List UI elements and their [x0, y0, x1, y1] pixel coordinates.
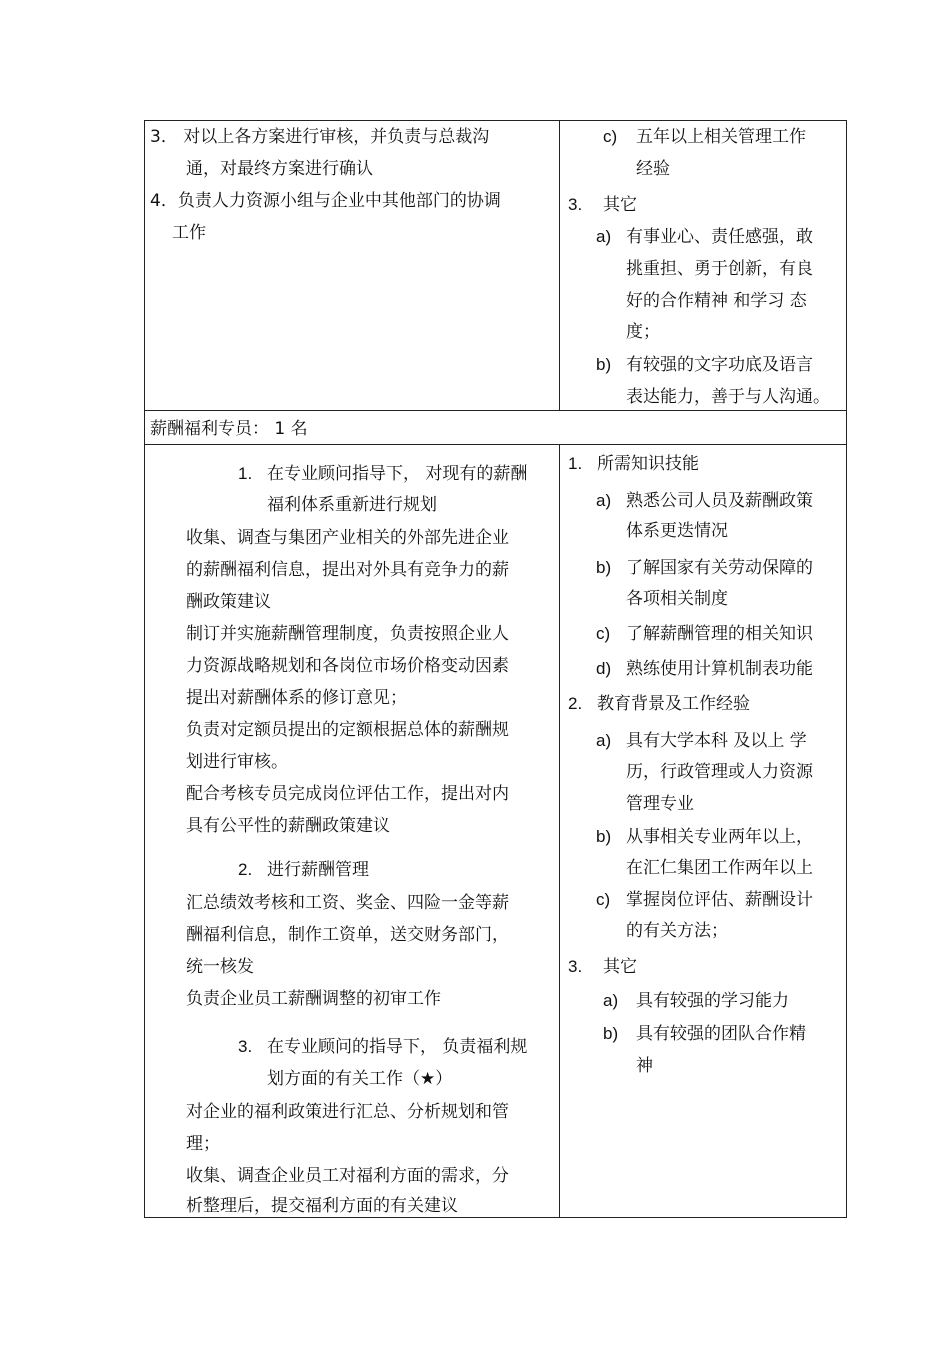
duty-p2-line2: 力资源战略规划和各岗位市场价格变动因素	[186, 656, 509, 676]
duty-p3-line1: 负责对定额员提出的定额根据总体的薪酬规	[186, 720, 509, 740]
req-b-marker: b)	[596, 355, 612, 374]
req-b-line2: 表达能力，善于与人沟通。	[626, 387, 830, 407]
duty-p6-line1: 负责企业员工薪酬调整的初审工作	[186, 989, 441, 1009]
duty-item-3-line1: 3． 对以上各方案进行审核，并负责与总裁沟	[150, 127, 490, 147]
req-s1-c-line1: 了解薪酬管理的相关知识	[626, 624, 813, 644]
req-s2-c-line1: 掌握岗位评估、薪酬设计	[626, 890, 813, 910]
req-s1-c-marker: c)	[596, 624, 611, 643]
column-divider-bottom	[559, 444, 560, 1218]
req-section-1-title: 所需知识技能	[597, 454, 699, 474]
req-c-line2: 经验	[636, 159, 670, 179]
duty-p7-line1: 对企业的福利政策进行汇总、分析规划和管	[186, 1102, 509, 1122]
duty-p4-line2: 具有公平性的薪酬政策建议	[186, 816, 390, 836]
duty-3-number: 3.	[238, 1037, 253, 1056]
req-s3-a-marker: a)	[603, 991, 619, 1010]
req-s1-a-marker: a)	[596, 491, 612, 510]
req-s1-d-marker: d)	[596, 659, 612, 678]
duty-p2-line3: 提出对薪酬体系的修订意见；	[186, 688, 407, 708]
duty-p3-line2: 划进行审核。	[186, 752, 288, 772]
req-a-line4: 度；	[626, 322, 660, 342]
req-s2-b-marker: b)	[596, 827, 612, 846]
duty-3-line2: 划方面的有关工作（★）	[267, 1069, 453, 1089]
req-s2-b-line2: 在汇仁集团工作两年以上	[626, 858, 813, 878]
req-a-line2: 挑重担、勇于创新，有良	[626, 259, 813, 279]
req-c-line1: 五年以上相关管理工作	[636, 127, 806, 147]
req-section-3b-number: 3.	[568, 957, 583, 976]
row-divider-2	[144, 444, 847, 445]
req-s2-a-line2: 历，行政管理或人力资源	[626, 762, 813, 782]
req-section-3b-title: 其它	[603, 957, 637, 977]
duty-2-number: 2.	[238, 860, 253, 879]
duty-1-number: 1.	[238, 464, 253, 483]
req-s2-a-line3: 管理专业	[626, 794, 694, 814]
req-s2-b-line1: 从事相关专业两年以上，	[626, 827, 813, 847]
duty-item-4-line1: 4．负责人力资源小组与企业中其他部门的协调	[150, 191, 501, 211]
req-s2-a-line1: 具有大学本科 及以上 学	[626, 731, 807, 751]
req-s1-b-line2: 各项相关制度	[626, 589, 728, 609]
duty-p4-line1: 配合考核专员完成岗位评估工作，提出对内	[186, 784, 509, 804]
req-section-2-number: 2.	[568, 694, 583, 713]
req-b-line1: 有较强的文字功底及语言	[626, 355, 813, 375]
duty-p8-line1: 收集、调查企业员工对福利方面的需求，分	[186, 1166, 509, 1186]
req-s2-a-marker: a)	[596, 731, 612, 750]
duty-p5-line2: 酬福利信息，制作工资单，送交财务部门，	[186, 925, 509, 945]
duty-3-line1: 在专业顾问的指导下， 负责福利规	[267, 1037, 528, 1057]
req-section-3-title: 其它	[603, 195, 637, 215]
req-s1-a-line1: 熟悉公司人员及薪酬政策	[626, 491, 813, 511]
req-section-2-title: 教育背景及工作经验	[597, 694, 750, 714]
duty-2-line1: 进行薪酬管理	[267, 860, 369, 880]
req-s1-b-line1: 了解国家有关劳动保障的	[626, 558, 813, 578]
req-s2-c-marker: c)	[596, 890, 611, 909]
req-s3-b-line1: 具有较强的团队合作精	[636, 1024, 806, 1044]
duty-1-line2: 福利体系重新进行规划	[267, 495, 437, 515]
req-a-marker: a)	[596, 227, 612, 246]
req-s2-c-line2: 的有关方法；	[626, 921, 728, 941]
duty-p1-line3: 酬政策建议	[186, 592, 271, 612]
req-section-3-number: 3.	[568, 195, 583, 214]
req-s3-a-line1: 具有较强的学习能力	[636, 991, 789, 1011]
req-s1-d-line1: 熟练使用计算机制表功能	[626, 659, 813, 679]
duty-1-line1: 在专业顾问指导下， 对现有的薪酬	[267, 464, 528, 484]
duty-p8-line2: 析整理后，提交福利方面的有关建议	[186, 1196, 458, 1216]
req-s3-b-marker: b)	[603, 1024, 619, 1043]
duty-p5-line1: 汇总绩效考核和工资、奖金、四险一金等薪	[186, 893, 509, 913]
req-s3-b-line2: 神	[636, 1056, 653, 1076]
duty-p1-line1: 收集、调查与集团产业相关的外部先进企业	[186, 528, 509, 548]
row-divider-1	[144, 410, 847, 411]
duty-p1-line2: 的薪酬福利信息，提出对外具有竞争力的薪	[186, 560, 509, 580]
duty-p7-line2: 理；	[186, 1134, 220, 1154]
req-a-line1: 有事业心、责任感强，敢	[626, 227, 813, 247]
req-s1-b-marker: b)	[596, 558, 612, 577]
req-s1-a-line2: 体系更迭情况	[626, 521, 728, 541]
position-header: 薪酬福利专员： 1 名	[150, 419, 308, 439]
req-c-marker: c)	[603, 127, 618, 146]
duty-item-3-line2: 通，对最终方案进行确认	[186, 159, 373, 179]
duty-p5-line3: 统一核发	[186, 957, 254, 977]
duty-p2-line1: 制订并实施薪酬管理制度，负责按照企业人	[186, 624, 509, 644]
duty-item-4-line2: 工作	[172, 223, 206, 243]
req-a-line3: 好的合作精神 和学习 态	[626, 291, 807, 311]
req-section-1-number: 1.	[568, 454, 583, 473]
column-divider-top	[559, 120, 560, 410]
